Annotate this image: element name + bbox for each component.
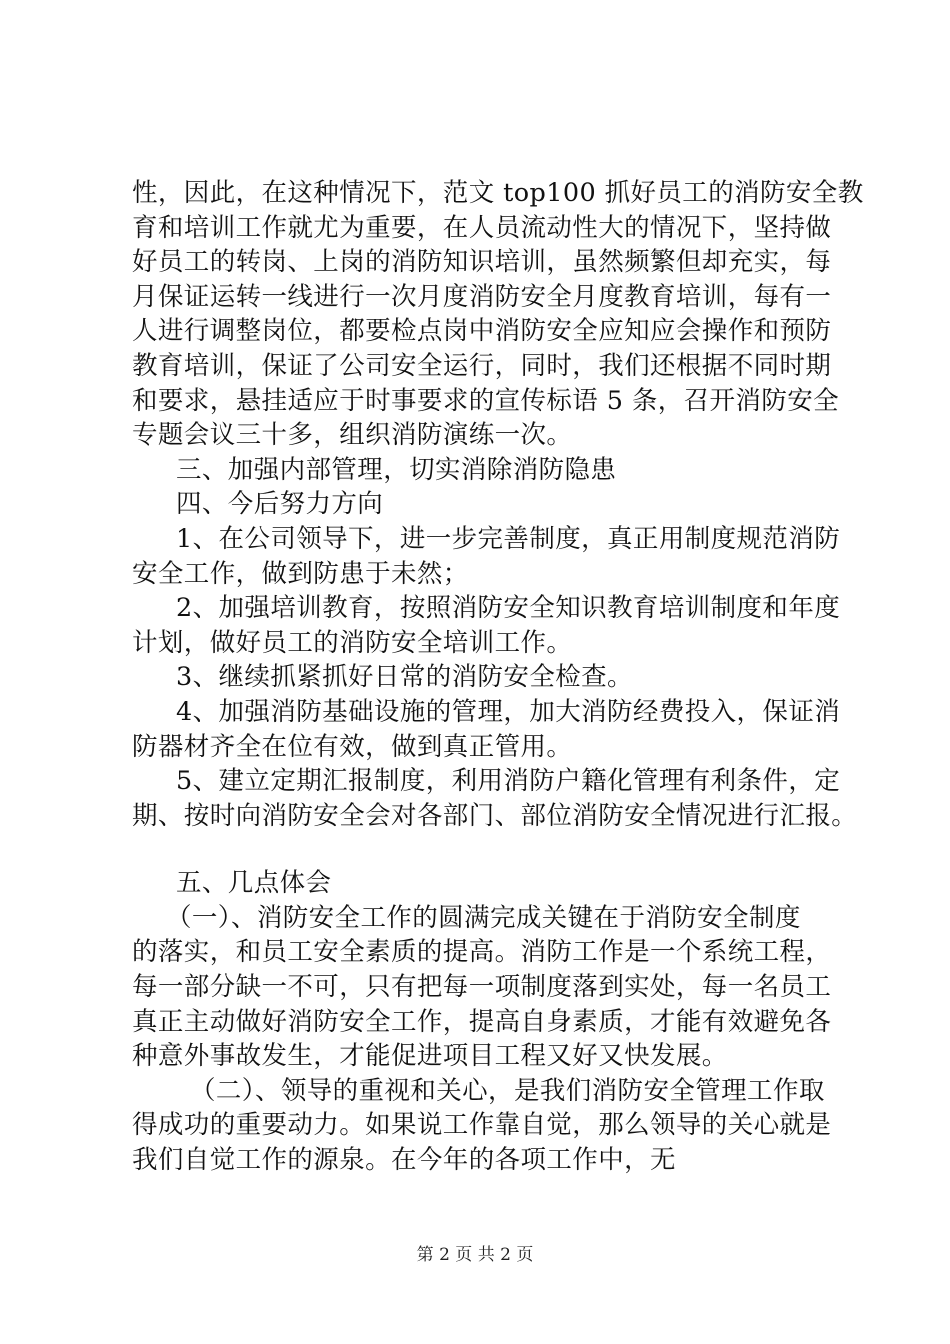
section-heading-3: 三、加强内部管理，切实消除消防隐患 [176, 454, 617, 485]
paragraph-line: 真正主动做好消防安全工作，提高自身素质，才能有效避免各 [132, 1006, 832, 1037]
page-number: 第 2 页 共 2 页 [416, 1245, 534, 1265]
list-item-4-cont: 防器材齐全在位有效，做到真正管用。 [132, 731, 573, 762]
section-heading-4: 四、今后努力方向 [176, 489, 384, 520]
paragraph-line: 好员工的转岗、上岗的消防知识培训，虽然频繁但却充实，每 [132, 247, 832, 278]
paragraph-line: 得成功的重要动力。如果说工作靠自觉，那么领导的关心就是 [132, 1110, 832, 1141]
list-item-2-cont: 计划，做好员工的消防安全培训工作。 [132, 627, 573, 658]
paragraph-line: 的落实，和员工安全素质的提高。消防工作是一个系统工程， [132, 937, 832, 968]
document-body [132, 176, 864, 1178]
paragraph-line: 育和培训工作就尤为重要，在人员流动性大的情况下，坚持做 [132, 212, 832, 243]
subsection-2: （二）、领导的重视和关心，是我们消防安全管理工作取 [190, 1075, 825, 1106]
list-item-4: 4、加强消防基础设施的管理，加大消防经费投入，保证消 [176, 696, 841, 727]
paragraph-line: 人进行调整岗位，都要检点岗中消防安全应知应会操作和预防 [132, 316, 832, 347]
list-item-1-cont: 安全工作，做到防患于未然； [132, 558, 469, 589]
paragraph-line: 教育培训，保证了公司安全运行，同时，我们还根据不同时期 [132, 350, 832, 381]
list-item-5-cont: 期、按时向消防安全会对各部门、部位消防安全情况进行汇报。 [132, 800, 858, 831]
paragraph-line: 和要求，悬挂适应于时事要求的宣传标语 5 条，召开消防安全 [132, 385, 840, 416]
page-footer [0, 1244, 950, 1266]
paragraph-line: 专题会议三十多，组织消防演练一次。 [132, 420, 573, 451]
paragraph-line: 月保证运转一线进行一次月度消防安全月度教育培训，每有一 [132, 281, 832, 312]
list-item-1: 1、在公司领导下，进一步完善制度，真正用制度规范消防 [176, 523, 841, 554]
paragraph-line: 种意外事故发生，才能促进项目工程又好又快发展。 [132, 1041, 728, 1072]
section-heading-5: 五、几点体会 [176, 868, 332, 899]
paragraph-line: 性，因此，在这种情况下，范文 top100 抓好员工的消防安全教 [132, 178, 864, 208]
list-item-3: 3、继续抓紧抓好日常的消防安全检查。 [176, 662, 633, 693]
list-item-2: 2、加强培训教育，按照消防安全知识教育培训制度和年度 [176, 593, 841, 624]
paragraph-line: 每一部分缺一不可，只有把每一项制度落到实处，每一名员工 [132, 972, 832, 1003]
list-item-5: 5、建立定期汇报制度，利用消防户籍化管理有利条件，定 [176, 766, 841, 797]
blank-line [132, 833, 832, 866]
paragraph-line: 我们自觉工作的源泉。在今年的各项工作中，无 [132, 1145, 676, 1176]
subsection-1: （一）、消防安全工作的圆满完成关键在于消防安全制度 [166, 902, 801, 933]
